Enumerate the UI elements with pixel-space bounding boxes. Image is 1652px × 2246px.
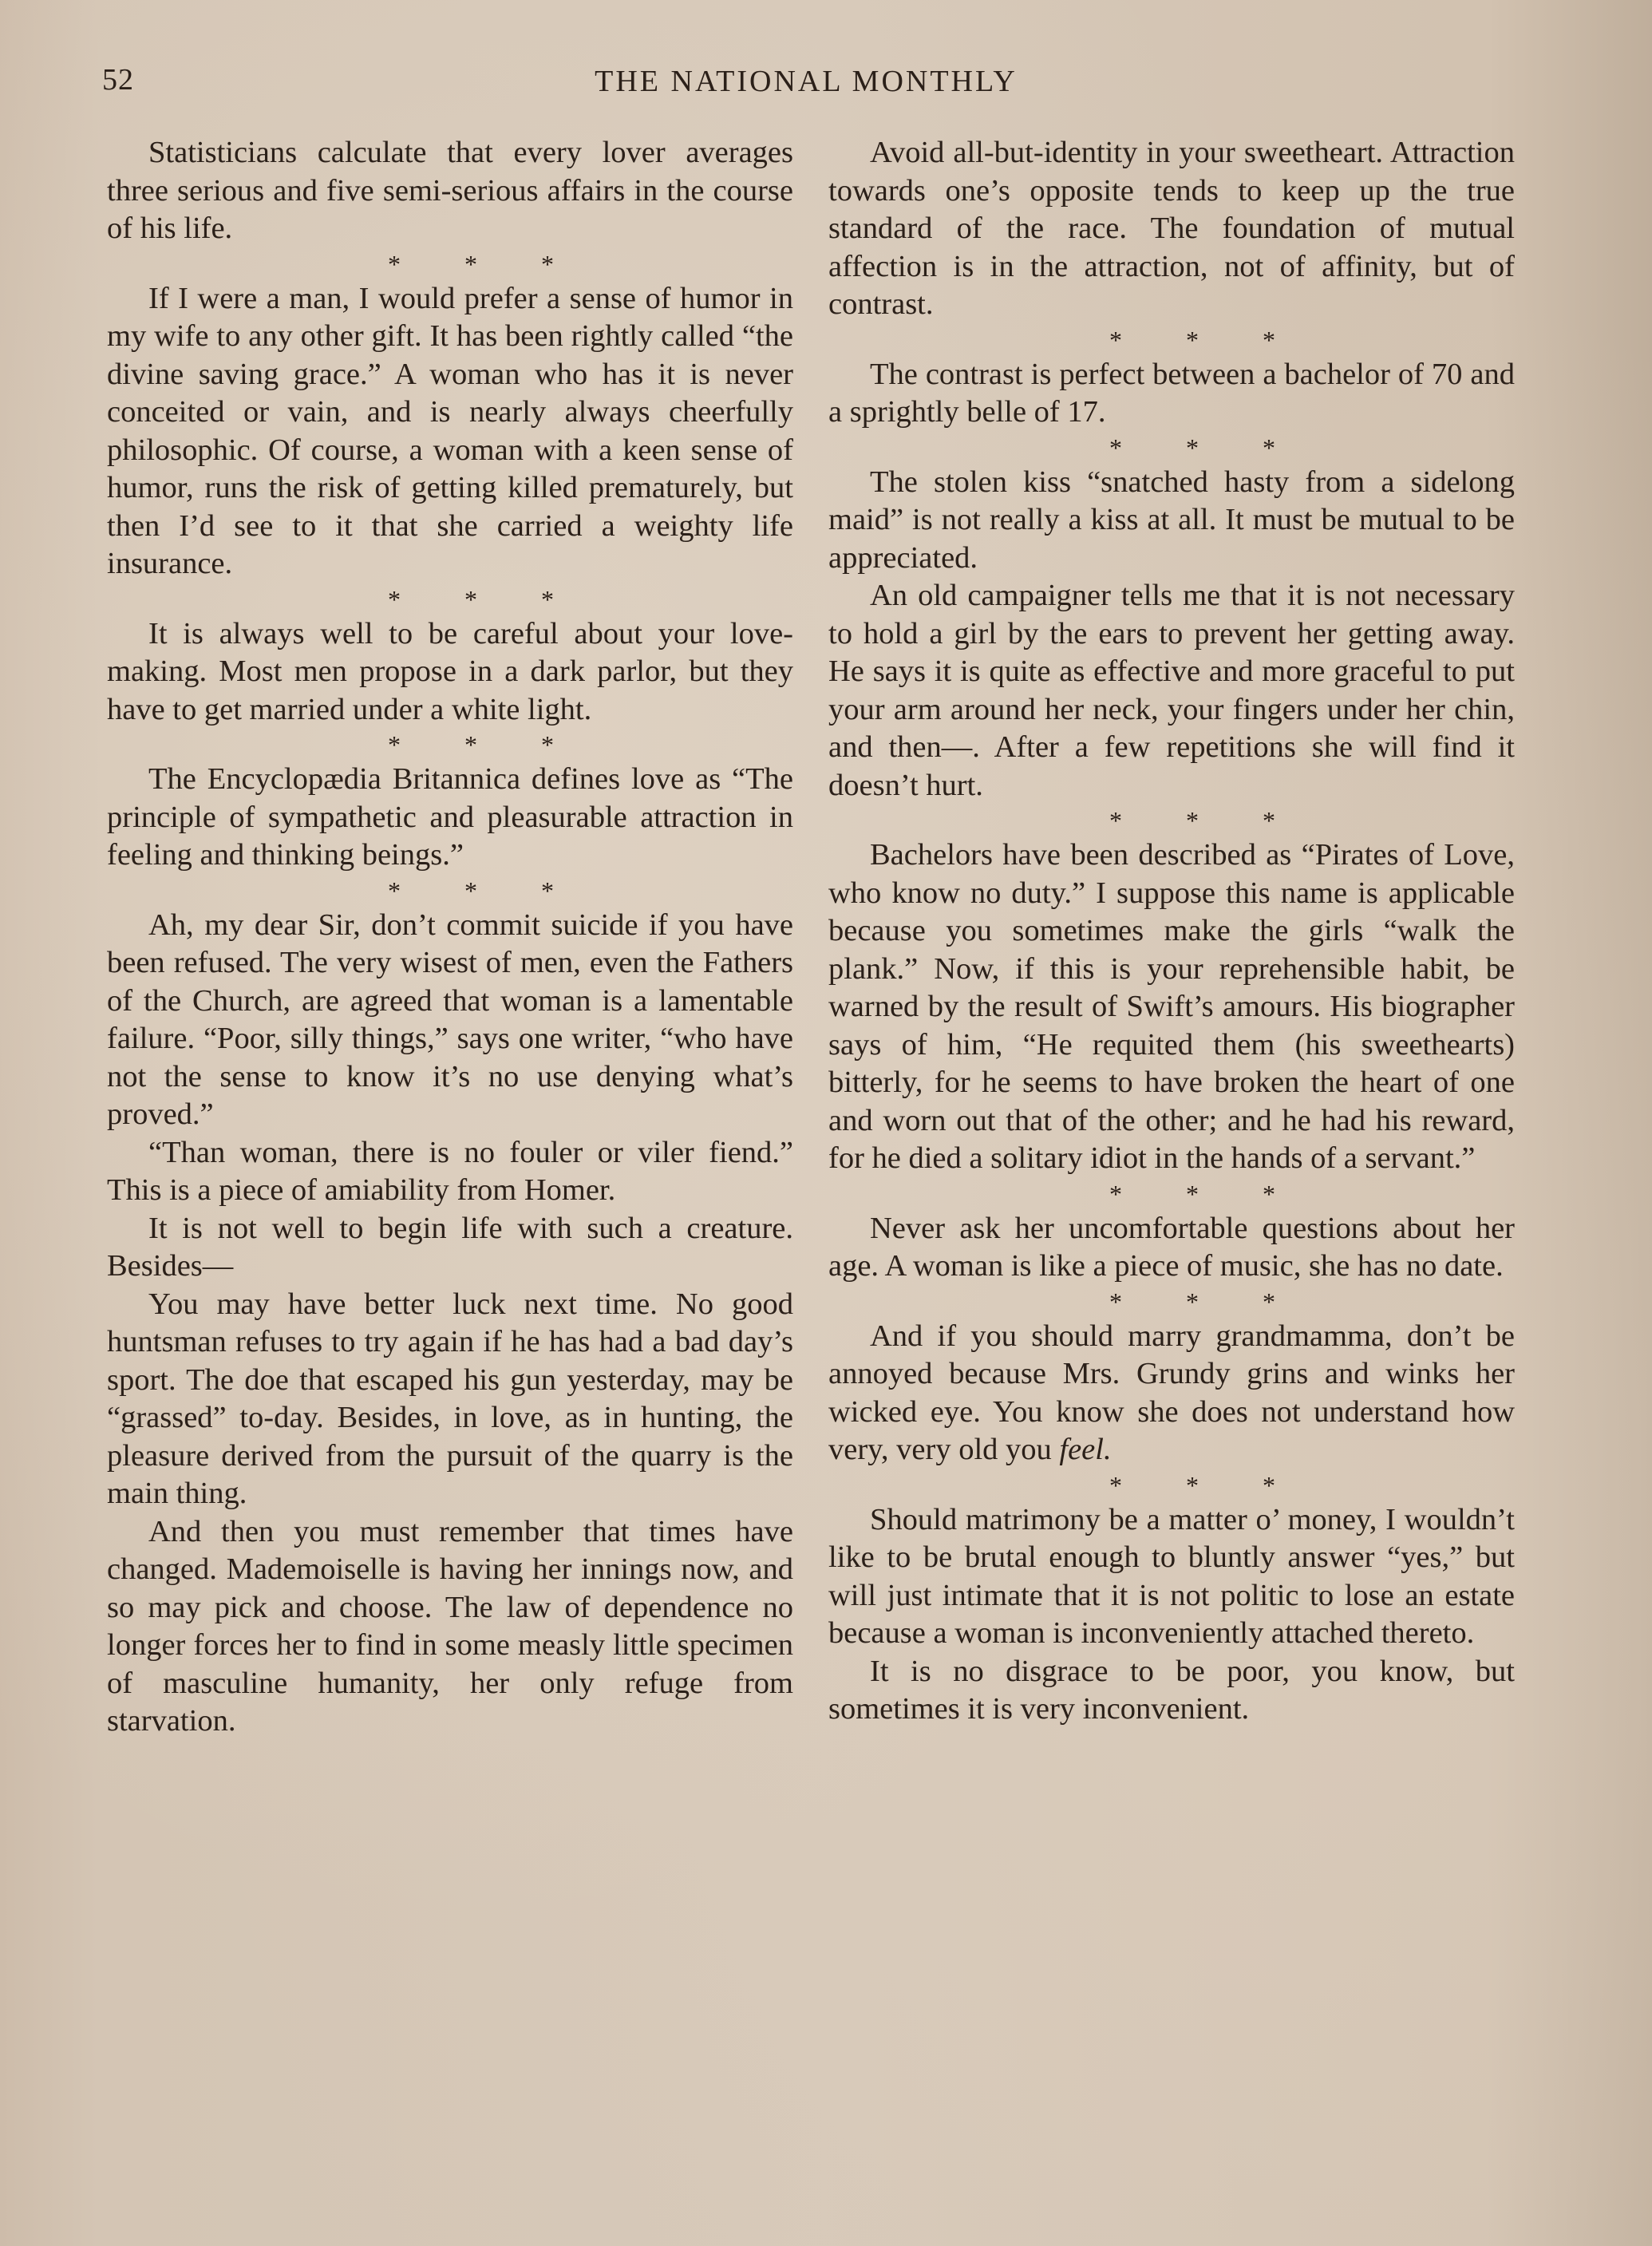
right-column — [828, 134, 1515, 1729]
paragraph: Ah, my dear Sir, don’t commit suicide if you have been refused. The very wisest of men, even the Fathers of the Church, are agreed that woman is a lamentable failure. “Poor, silly things,” says one writer, “who have not the sense to know it’s no use denying what’s proved.” — [107, 907, 793, 1131]
section-separator: * * * — [388, 584, 583, 614]
paragraph: An old campaigner tells me that it is not necessary to hold a girl by the ears to prevent her getting away. He says it is quite as effective and more graceful to put your arm around her neck, your fingers under her chin, and then—. After a few repetitions she will find it doesn’t hurt. — [828, 579, 1515, 802]
section-separator: * * * — [388, 730, 583, 759]
section-separator: * * * — [388, 249, 583, 279]
paragraph: Avoid all-but-identity in your sweetheart. Attraction towards one’s opposite tends to keep up the true standard of the race. The foundation of mutual affection is in the attraction, not of affinity, but of contrast. — [828, 136, 1515, 321]
section-separator: * * * — [1109, 325, 1304, 354]
paragraph: Should matrimony be a matter o’ money, I wouldn’t like to be brutal enough to bluntly answer “yes,” but will just intimate that it is not politic to lose an estate because a woman is inconveniently attached thereto. — [828, 1502, 1515, 1650]
paragraph: Statisticians calculate that every lover averages three serious and five semi-serious affairs in the course of his life. — [107, 136, 793, 245]
section-separator: * * * — [1109, 1470, 1304, 1500]
paragraph: It is not well to begin life with such a creature. Besides— — [107, 1211, 793, 1283]
paragraph: And then you must remember that times have changed. Mademoiselle is having her innings now, and so may pick and choose. The law of dependence no longer forces her to find in some measly little specimen of masculine humanity, her only refuge from starvation. — [107, 1514, 793, 1738]
left-column — [107, 134, 793, 1741]
paragraph: If I were a man, I would prefer a sense of humor in my wife to any other gift. It has been rightly called “the divine saving grace.” A woman who has it is never conceited or vain, and is nearly always cheerfully philosophic. Of course, a woman with a keen sense of humor, runs the risk of getting killed prematurely, but then I’d see to it that she carried a weighty life insurance. — [107, 281, 793, 580]
section-separator: * * * — [1109, 433, 1304, 462]
section-separator: * * * — [1109, 806, 1304, 835]
section-separator: * * * — [1109, 1179, 1304, 1208]
paragraph: Never ask her uncomfortable questions about her age. A woman is like a piece of music, she has no date. — [828, 1211, 1515, 1283]
section-separator: * * * — [388, 876, 583, 905]
paragraph: Bachelors have been described as “Pirates of Love, who know no duty.” I suppose this name is applicable because you sometimes make the girls “walk the plank.” Now, if this is your reprehensible habit, be warned by the result of Swift’s amours. His biographer says of him, “He requited them (his sweethearts) bitterly, for he seems to have broken the heart of one and worn out that of the other; and he had his reward, for he died a solitary idiot in the hands of a servant.” — [828, 838, 1515, 1175]
paragraph: The Encyclopædia Britannica defines love as “The principle of sympathetic and pleasurable attraction in feeling and thinking beings.” — [107, 762, 793, 872]
page-number: 52 — [102, 63, 134, 97]
running-title: THE NATIONAL MONTHLY — [595, 65, 1018, 98]
section-separator: * * * — [1109, 1287, 1304, 1316]
paragraph-text: And if you should marry grandmamma, don’t be annoyed because Mrs. Grundy grins and winks her wicked eye. You know she does not understand how very, very old you — [828, 1319, 1515, 1466]
paragraph: The contrast is perfect between a bachelor of 70 and a sprightly belle of 17. — [828, 357, 1515, 429]
paragraph — [828, 1318, 1515, 1469]
italic-word: feel. — [1059, 1433, 1112, 1466]
paragraph: It is no disgrace to be poor, you know, but sometimes it is very inconvenient. — [828, 1654, 1515, 1726]
paragraph: The stolen kiss “snatched hasty from a sidelong maid” is not really a kiss at all. It must be mutual to be appreciated. — [828, 465, 1515, 575]
paragraph: You may have better luck next time. No good huntsman refuses to try again if he has had a bad day’s sport. The doe that escaped his gun yesterday, may be “grassed” to-day. Besides, in love, as in hunting, the pleasure derived from the pursuit of the quarry is the main thing. — [107, 1287, 793, 1510]
paragraph: It is always well to be careful about your love-making. Most men propose in a dark parlor, but they have to get married under a white light. — [107, 616, 793, 726]
paragraph: “Than woman, there is no fouler or viler fiend.” This is a piece of amiability from Homer. — [107, 1135, 793, 1207]
